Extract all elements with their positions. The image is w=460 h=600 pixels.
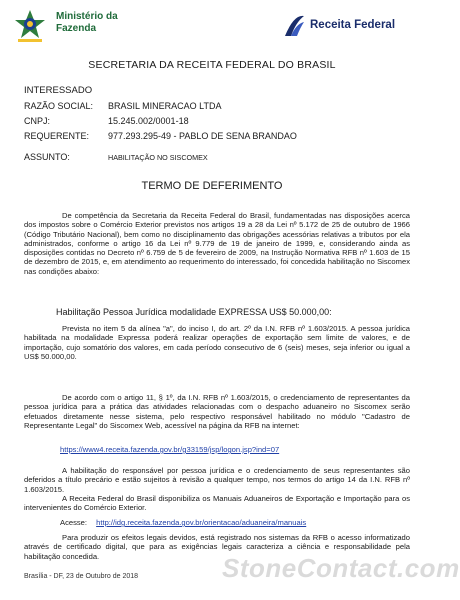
- assunto-row: [24, 152, 208, 162]
- habilitacao-heading: Habilitação Pessoa Jurídica modalidade EXPRESSA US$ 50.000,00:: [56, 307, 332, 317]
- field-value: BRASIL MINERACAO LTDA: [108, 101, 222, 111]
- footer-date: Brasília - DF, 23 de Outubro de 2018: [24, 573, 139, 580]
- receita-federal-emblem-icon: [282, 12, 306, 40]
- field-requerente: [24, 131, 297, 141]
- receita-federal-name: Receita Federal: [310, 19, 396, 31]
- receita-federal-logo: [282, 12, 412, 42]
- field-razao-social: [24, 101, 222, 111]
- paragraph-manuais: A Receita Federal do Brasil disponibiliza os Manuais Aduaneiros de Exportação e Importação para os intervenientes do Comércio Exterior.: [24, 494, 410, 513]
- field-value: 15.245.002/0001-18: [108, 116, 189, 126]
- assunto-label: ASSUNTO:: [24, 152, 70, 162]
- assunto-value: HABILITAÇÃO NO SISCOMEX: [108, 153, 208, 162]
- manuais-aduaneiros-link[interactable]: http://idg.receita.fazenda.gov.br/orientacao/aduaneira/manuais: [96, 518, 307, 527]
- document-title: SECRETARIA DA RECEITA FEDERAL DO BRASIL: [88, 59, 336, 71]
- field-value: 977.293.295-49 - PABLO DE SENA BRANDAO: [108, 131, 297, 141]
- stonecontact-watermark: StoneContact.com: [222, 553, 460, 583]
- field-label: CNPJ:: [24, 116, 51, 126]
- siscomex-logon-link-row: [60, 445, 279, 454]
- siscomex-logon-link[interactable]: https://www4.receita.fazenda.gov.br/g33159/jsp/logon.jsp?ind=07: [60, 445, 280, 454]
- field-cnpj: [24, 116, 189, 126]
- brazil-coat-of-arms-icon: [10, 8, 50, 44]
- termo-heading: TERMO DE DEFERIMENTO: [141, 180, 283, 192]
- acesse-label: Acesse:: [60, 518, 88, 527]
- field-label: RAZÃO SOCIAL:: [24, 101, 94, 111]
- paragraph-competencia: De competência da Secretaria da Receita Federal do Brasil, fundamentadas nas disposições acerca dos impostos sobre o Comércio Exterior previstos nos artigos 19 a 28 da Lei nº 5.172 de 25 de outubro de 1966 (Código Tributário Nacional), bem como no disciplinamento das obrigações acessórias relativas a tributos por ela administrados, conforme o artigo 16 da Lei nº 9.779 de 19 de janeiro de 1999, e, considerando ainda as disposições contidas no Decreto nº 6.759 de 5 de fevereiro de 2009, na Instrução Normativa RFB nº 1.603 de 15 de dezembro de 2015, e, em atendimento ao requerimento do interessado, foi concedida habilitação no Siscomex nas condições abaixo:: [24, 211, 410, 276]
- ministry-name-line1: Ministério da: [56, 11, 118, 22]
- paragraph-credenciamento: De acordo com o artigo 11, § 1º, da I.N. RFB nº 1.603/2015, o credenciamento de representantes da pessoa jurídica para a prática das atividades relacionadas com o despacho aduaneiro no Siscomex serão efetuados diretamente nesse sistema, pelo respectivo responsável habilitado no módulo "Cadastro de Representante Legal" do Siscomex Web, acessível na página da RFB na internet:: [24, 393, 410, 430]
- acesse-row: [60, 518, 306, 527]
- document-header: [0, 8, 424, 48]
- ministry-logo: [10, 8, 160, 44]
- paragraph-habilitacao-responsavel: A habilitação do responsável por pessoa jurídica e o credenciamento de seus representantes são deferidos a título precário e estão sujeitos à revisão a qualquer tempo, nos termos do artigo 14 da I.N. RFB nº 1.603/2015.: [24, 466, 410, 494]
- field-label: REQUERENTE:: [24, 131, 90, 141]
- paragraph-prevista: Prevista no item 5 da alínea "a", do inciso I, do art. 2º da I.N. RFB nº 1.603/2015. A pessoa jurídica habilitada na modalidade Expressa poderá realizar operações de exportação sem limite de valores, e de importação, cujo somatório dos valores, em cada período consecutivo de 6 (seis) meses, seja inferior ou igual a US$ 50.000,00.: [24, 324, 410, 361]
- interessado-label: INTERESSADO: [24, 85, 93, 96]
- ministry-name-line2: Fazenda: [56, 23, 97, 34]
- paragraph-efeitos-legais: Para produzir os efeitos legais devidos, está registrado nos sistemas da RFB o acesso informatizado através de certificado digital, que para as exigências legais caracteriza a ciência e responsabilidade pela habilitação concedida.: [24, 533, 410, 561]
